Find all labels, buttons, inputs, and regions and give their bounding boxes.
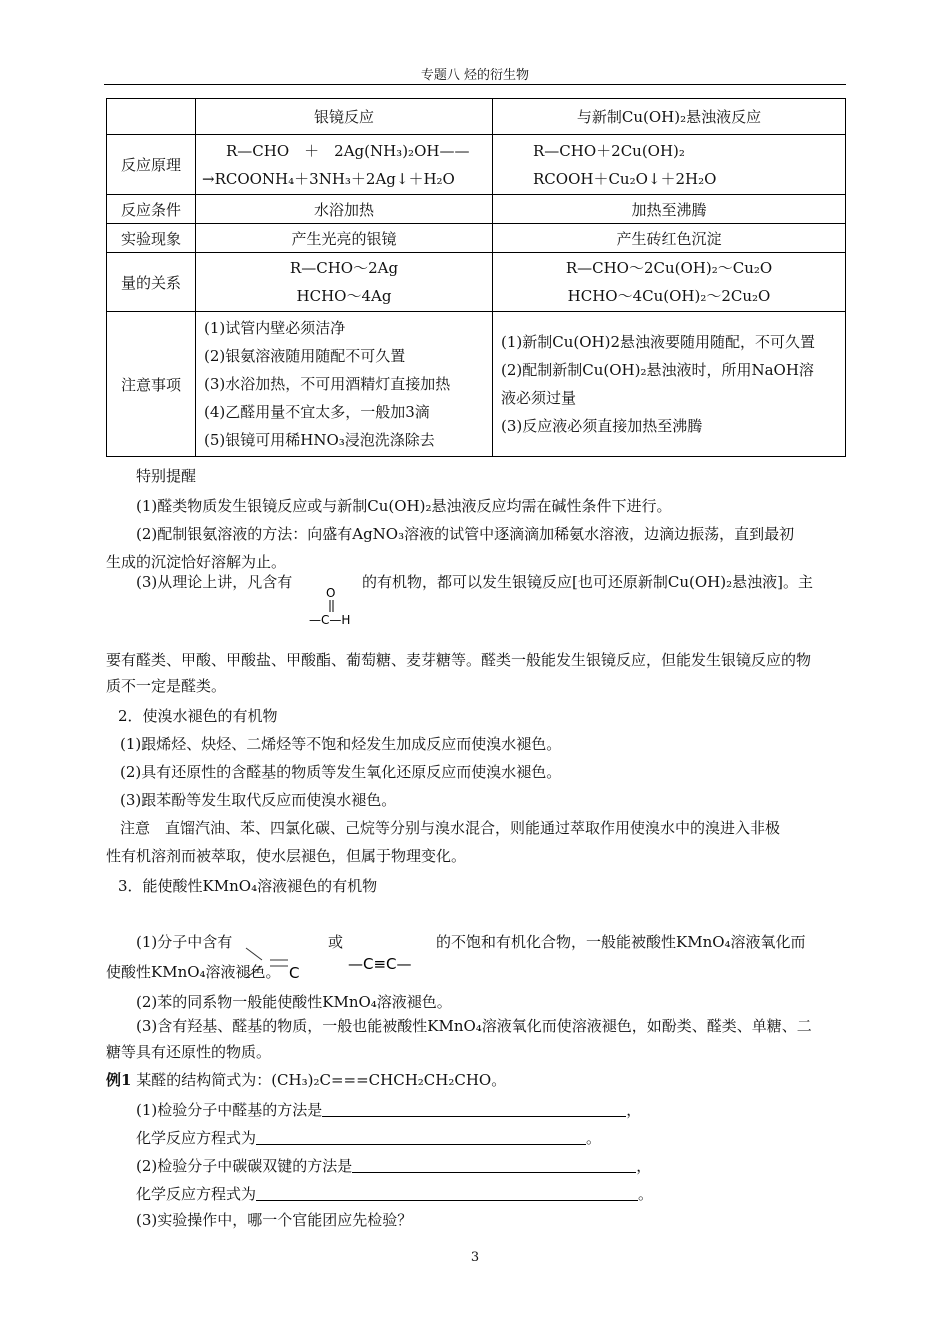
copper-condition: 加热至沸腾 <box>493 195 846 224</box>
row-phenomenon <box>107 224 846 253</box>
row-label: 量的关系 <box>107 253 196 312</box>
answer-blank[interactable] <box>256 1186 638 1201</box>
tip-3-line-2: 要有醛类、甲酸、甲酸盐、甲酸酯、葡萄糖、麦芽糖等。醛类一般能发生银镜反应，但能发生银镜反应的物 <box>106 651 812 669</box>
tip-3-left: (3)从理论上讲，凡含有 <box>136 573 293 591</box>
formyl-oxygen: O <box>326 586 336 600</box>
equation-line: R—CHO＋2Cu(OH)₂ <box>533 141 685 160</box>
relation-line: R—CHO～2Ag <box>289 259 399 277</box>
example-text: 某醛的结构简式为：(CH₃)₂C===CHCH₂CH₂CHO。 <box>131 1071 507 1089</box>
note-line: (2)银氨溶液随用随配不可久置 <box>204 347 406 365</box>
equation-line: RCOOH＋Cu₂O↓＋2H₂O <box>533 169 717 188</box>
question-text: (2)检验分子中碳碳双键的方法是 <box>136 1157 353 1175</box>
comparison-table <box>106 98 846 457</box>
section-2-note-line-1: 注意 直馏汽油、苯、四氯化碳、己烷等分别与溴水混合，则能通过萃取作用使溴水中的溴进入非极 <box>120 819 781 837</box>
formyl-chain: —C—H <box>309 613 351 627</box>
alkene-carbon: C <box>289 964 300 982</box>
section-3-item-1-line-2: 使酸性KMnO₄溶液褪色。 <box>106 963 281 981</box>
question-text: (1)检验分子中醛基的方法是 <box>136 1101 323 1119</box>
section-2-item: (1)跟烯烃、炔烃、二烯烃等不饱和烃发生加成反应而使溴水褪色。 <box>120 735 562 753</box>
note-line: 液必须过量 <box>501 389 577 407</box>
tip-2-line-1: (2)配制银氨溶液的方法：向盛有AgNO₃溶液的试管中逐滴滴加稀氨水溶液，边滴边振荡，直到最初 <box>136 525 795 543</box>
answer-blank[interactable] <box>352 1158 636 1173</box>
page-number: 3 <box>470 1250 480 1265</box>
question-text: 化学反应方程式为 <box>136 1185 257 1203</box>
row-notes <box>107 312 846 457</box>
silver-condition: 水浴加热 <box>196 195 493 224</box>
punctuation: ， <box>636 1157 652 1175</box>
row-condition <box>107 195 846 224</box>
page-header: 专题八 烃的衍生物 <box>420 68 530 83</box>
silver-quantity <box>196 253 493 312</box>
note-line: (1)新制Cu(OH)2悬浊液要随用随配，不可久置 <box>501 333 816 351</box>
silver-notes <box>196 312 493 457</box>
section-3-item-3-line-2: 糖等具有还原性的物质。 <box>106 1043 272 1061</box>
section-3-title: 3．能使酸性KMnO₄溶液褪色的有机物 <box>118 877 378 895</box>
copper-principle <box>493 135 846 195</box>
copper-notes <box>493 312 846 457</box>
row-quantity <box>107 253 846 312</box>
punctuation: ， <box>626 1101 642 1119</box>
equation-line: →RCOONH₄＋3NH₃＋2Ag↓＋H₂O <box>202 169 455 188</box>
formyl-structure <box>306 584 366 630</box>
note-line: (5)银镜可用稀HNO₃浸泡洗涤除去 <box>204 431 435 449</box>
relation-line: HCHO～4Ag <box>296 287 392 305</box>
section-3-item-1-left: (1)分子中含有 <box>136 933 233 951</box>
note-line: (2)配制新制Cu(OH)₂悬浊液时，所用NaOH溶 <box>501 361 814 379</box>
silver-phenomenon: 产生光亮的银镜 <box>196 224 493 253</box>
question-text: 化学反应方程式为 <box>136 1129 257 1147</box>
col-header-copper: 与新制Cu(OH)₂悬浊液反应 <box>493 99 846 135</box>
answer-blank[interactable] <box>256 1130 586 1145</box>
table-corner-cell <box>107 99 196 135</box>
row-label: 反应原理 <box>107 135 196 195</box>
row-label: 反应条件 <box>107 195 196 224</box>
section-3-item-2: (2)苯的同系物一般能使酸性KMnO₄溶液褪色。 <box>136 993 452 1011</box>
equation-line: R—CHO ＋ 2Ag(NH₃)₂OH—— <box>226 141 470 160</box>
section-2-note-line-2: 性有机溶剂而被萃取，使水层褪色，但属于物理变化。 <box>106 847 467 865</box>
row-principle <box>107 135 846 195</box>
relation-line: R—CHO～2Cu(OH)₂～Cu₂O <box>565 259 773 277</box>
tip-1: (1)醛类物质发生银镜反应或与新制Cu(OH)₂悬浊液反应均需在碱性条件下进行。 <box>136 497 672 515</box>
col-header-silver: 银镜反应 <box>196 99 493 135</box>
note-line: (1)试管内壁必须洁净 <box>204 319 346 337</box>
question-1a <box>136 1096 878 1124</box>
copper-quantity <box>493 253 846 312</box>
example-label: 例1 <box>106 1071 132 1089</box>
question-3: (3)实验操作中，哪一个官能团应先检验？ <box>136 1211 413 1229</box>
tip-3-line-3: 质不一定是醛类。 <box>106 677 227 695</box>
relation-line: HCHO～4Cu(OH)₂～2Cu₂O <box>567 287 771 305</box>
section-2-item: (3)跟苯酚等发生取代反应而使溴水褪色。 <box>120 791 397 809</box>
tip-3-right: 的有机物，都可以发生银镜反应[也可还原新制Cu(OH)₂悬浊液]。主 <box>362 573 813 591</box>
tip-2-line-2: 生成的沉淀恰好溶解为止。 <box>106 553 287 571</box>
row-label: 实验现象 <box>107 224 196 253</box>
section-3-item-1-right: 的不饱和有机化合物，一般能被酸性KMnO₄溶液氧化而 <box>436 933 806 951</box>
answer-blank[interactable] <box>322 1102 626 1117</box>
header-rule <box>104 84 846 85</box>
note-line: (3)反应液必须直接加热至沸腾 <box>501 417 703 435</box>
copper-phenomenon: 产生砖红色沉淀 <box>493 224 846 253</box>
question-2a <box>136 1152 878 1180</box>
note-line: (4)乙醛用量不宜太多，一般加3滴 <box>204 403 430 421</box>
silver-principle <box>196 135 493 195</box>
section-2-title: 2．使溴水褪色的有机物 <box>118 707 278 725</box>
table-header-row <box>107 99 846 135</box>
alkyne-group: —C≡C— <box>348 955 412 973</box>
example-heading <box>106 1066 848 1094</box>
punctuation: 。 <box>586 1129 602 1147</box>
section-3-item-3-line-1: (3)含有羟基、醛基的物质，一般也能被酸性KMnO₄溶液氧化而使溶液褪色，如酚类、醛类、单糖、二 <box>136 1017 812 1035</box>
tips-title: 特别提醒 <box>136 467 197 485</box>
punctuation: 。 <box>638 1185 654 1203</box>
section-3-item-1-or: 或 <box>328 933 344 951</box>
row-label: 注意事项 <box>107 312 196 457</box>
question-2b <box>136 1180 878 1208</box>
question-1b <box>136 1124 878 1152</box>
section-2-item: (2)具有还原性的含醛基的物质等发生氧化还原反应而使溴水褪色。 <box>120 763 562 781</box>
note-line: (3)水浴加热，不可用酒精灯直接加热 <box>204 375 451 393</box>
